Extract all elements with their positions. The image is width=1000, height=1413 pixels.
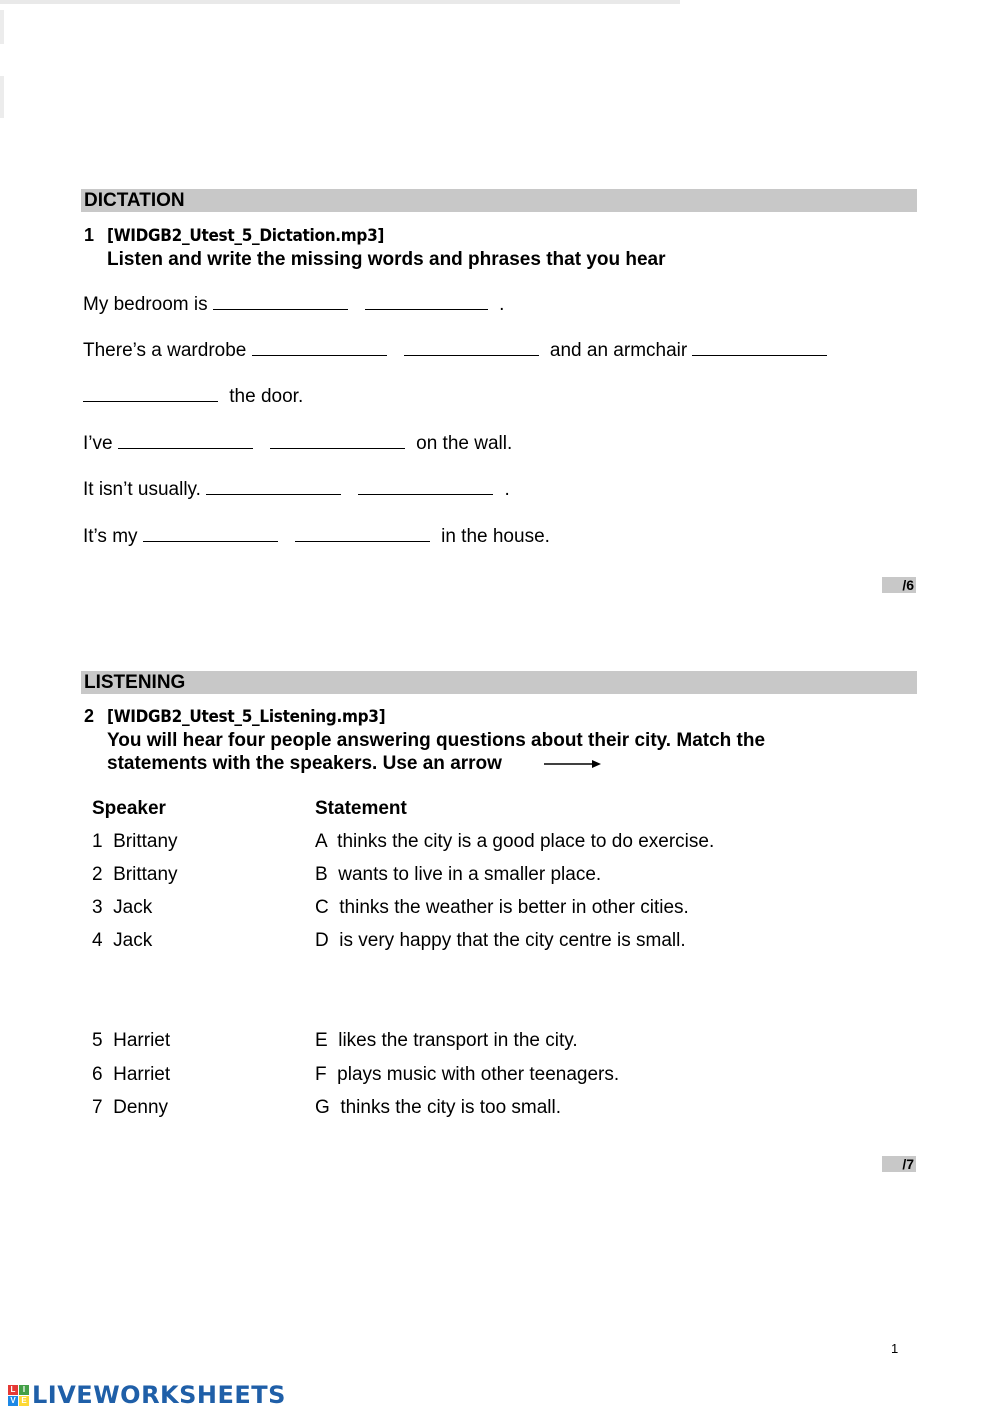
statement-item[interactable]: B wants to live in a smaller place. [315, 864, 602, 885]
line-text: in the house. [435, 526, 550, 547]
statement-item[interactable]: F plays music with other teenagers. [315, 1064, 620, 1085]
line-text: It isn’t usually. [83, 479, 207, 500]
answer-blank[interactable] [206, 480, 341, 495]
speaker-item[interactable]: 7 Denny [92, 1097, 169, 1118]
answer-blank[interactable] [143, 527, 278, 542]
answer-blank[interactable] [295, 527, 430, 542]
statement-column-header: Statement [315, 798, 407, 819]
statement-item[interactable]: G thinks the city is too small. [315, 1097, 562, 1118]
answer-blank[interactable] [692, 341, 827, 356]
task-number: 1 [84, 225, 95, 245]
left-edge-decoration [0, 76, 4, 118]
statement-item[interactable]: E likes the transport in the city. [315, 1030, 578, 1051]
dictation-line [83, 386, 303, 408]
logo-mark-icon: L I V E [8, 1385, 29, 1406]
speaker-item[interactable]: 2 Brittany [92, 864, 178, 885]
arrow-icon [544, 757, 602, 771]
speaker-item[interactable]: 1 Brittany [92, 831, 178, 852]
logo-text: LIVEWORKSHEETS [32, 1381, 286, 1409]
page-number: 1 [891, 1341, 899, 1356]
speaker-item[interactable]: 5 Harriet [92, 1030, 171, 1051]
answer-blank[interactable] [270, 434, 405, 449]
top-edge-decoration [0, 0, 680, 4]
audio-file-label[interactable]: [WIDGB2_Utest_5_Listening.mp3] [107, 707, 386, 727]
left-edge-decoration [0, 10, 4, 44]
audio-file-label[interactable]: [WIDGB2_Utest_5_Dictation.mp3] [107, 226, 385, 246]
liveworksheets-logo [8, 1381, 286, 1409]
dictation-line [83, 294, 504, 316]
dictation-heading: DICTATION [81, 189, 917, 212]
speaker-column-header: Speaker [92, 798, 166, 819]
statement-item[interactable]: A thinks the city is a good place to do exercise. [315, 831, 715, 852]
listening-heading: LISTENING [81, 671, 917, 694]
score-box: /6 [882, 577, 916, 593]
answer-blank[interactable] [83, 387, 218, 402]
line-text: . [499, 479, 510, 500]
task-number: 2 [84, 706, 95, 726]
statement-item[interactable]: D is very happy that the city centre is small. [315, 930, 686, 951]
line-text: . [493, 294, 505, 315]
dictation-line [83, 526, 550, 548]
statement-item[interactable]: C thinks the weather is better in other cities. [315, 897, 689, 918]
answer-blank[interactable] [365, 295, 488, 310]
task-instruction: statements with the speakers. Use an arrow [107, 753, 502, 774]
task-instruction: You will hear four people answering questions about their city. Match the [107, 730, 766, 751]
answer-blank[interactable] [118, 434, 253, 449]
line-text: There’s a wardrobe [83, 340, 252, 361]
line-text: on the wall. [410, 433, 513, 454]
speaker-item[interactable]: 4 Jack [92, 930, 153, 951]
speaker-item[interactable]: 6 Harriet [92, 1064, 171, 1085]
answer-blank[interactable] [213, 295, 348, 310]
task-instruction: Listen and write the missing words and phrases that you hear [107, 249, 666, 270]
line-text: My bedroom is [83, 294, 213, 315]
score-box: /7 [882, 1156, 916, 1172]
dictation-line [83, 340, 827, 362]
answer-blank[interactable] [358, 480, 493, 495]
answer-blank[interactable] [252, 341, 387, 356]
dictation-line [83, 433, 512, 455]
line-text: and an armchair [544, 340, 693, 361]
dictation-line [83, 479, 510, 501]
line-text: It’s my [83, 526, 143, 547]
answer-blank[interactable] [404, 341, 539, 356]
speaker-item[interactable]: 3 Jack [92, 897, 153, 918]
line-text: I’ve [83, 433, 118, 454]
line-text: the door. [224, 386, 304, 407]
